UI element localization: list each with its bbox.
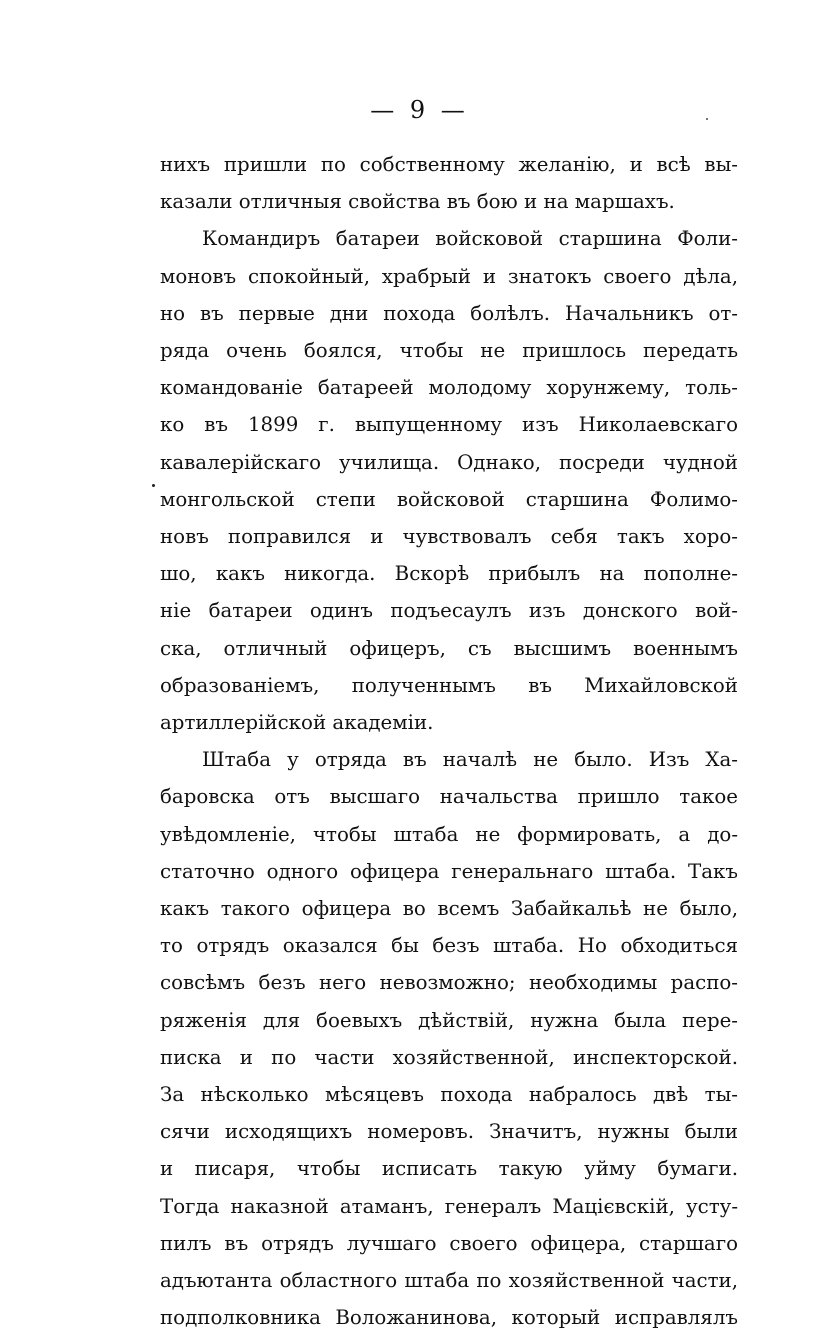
- text-line: командованіе батареей молодому хорунжему, толь-: [160, 376, 738, 400]
- margin-dot: [152, 484, 155, 487]
- text-line: но въ первые дни похода болѣлъ. Начальникъ от-: [160, 301, 738, 325]
- text-line: нихъ пришли по собственному желанію, и всѣ вы-: [160, 153, 738, 176]
- text-line: адъютанта областного штаба по хозяйственной части,: [160, 1269, 738, 1293]
- text-line: совсѣмъ безъ него невозможно; необходимы распо-: [160, 971, 738, 995]
- text-line: Тогда наказной атаманъ, генералъ Мацієвскій, усту-: [160, 1194, 738, 1218]
- text-line: казали отличныя свойства въ бою и на маршахъ.: [160, 190, 675, 214]
- text-line: увѣдомленіе, чтобы штаба не формировать, а до-: [160, 822, 738, 846]
- body-text: [160, 146, 738, 1337]
- text-line: шо, какъ никогда. Вскорѣ прибылъ на пополне-: [160, 562, 738, 586]
- text-line: баровска отъ высшаго начальства пришло такое: [160, 785, 738, 809]
- text-line: статочно одного офицера генеральнаго штаба. Такъ: [160, 859, 738, 883]
- text-line: Штаба у отряда въ началѣ не было. Изъ Ха-: [202, 748, 738, 772]
- text-line: За нѣсколько мѣсяцевъ похода набралось двѣ ты-: [160, 1083, 738, 1107]
- text-line: монгольской степи войсковой старшина Фолимо-: [160, 487, 738, 511]
- text-line: подполковника Воложанинова, который исправлялъ: [160, 1306, 738, 1330]
- text-line: новъ поправился и чувствовалъ себя такъ хоро-: [160, 525, 738, 549]
- text-line: ніе батареи одинъ подъесаулъ изъ донского вой-: [160, 599, 738, 623]
- text-line: кавалерійскаго училища. Однако, посреди чудной: [160, 450, 738, 474]
- text-line: образованіемъ, полученнымъ въ Михайловской: [160, 673, 738, 697]
- text-line: какъ такого офицера во всемъ Забайкальѣ не было,: [160, 897, 738, 921]
- page-number: — 9 —: [370, 96, 469, 124]
- text-line: ряда очень боялся, чтобы не пришлось передать: [160, 339, 738, 363]
- text-line: то отрядъ оказался бы безъ штаба. Но обходиться: [160, 934, 738, 958]
- text-line: ска, отличный офицеръ, съ высшимъ военнымъ: [160, 636, 738, 660]
- text-line: писка и по части хозяйственной, инспекторской.: [160, 1045, 738, 1069]
- text-line: Командиръ батареи войсковой старшина Фоли-: [202, 227, 738, 251]
- text-line: пилъ въ отрядъ лучшаго своего офицера, старшаго: [160, 1231, 738, 1255]
- text-line: моновъ спокойный, храбрый и знатокъ своего дѣла,: [160, 264, 738, 288]
- text-line: сячи исходящихъ номеровъ. Значитъ, нужны были: [160, 1120, 738, 1144]
- paper-speck: [706, 118, 708, 120]
- text-line: ко въ 1899 г. выпущенному изъ Николаевскаго: [160, 413, 738, 437]
- text-line: артиллерійской академіи.: [160, 711, 434, 735]
- text-line: ряженія для боевыхъ дѣйствій, нужна была пере-: [160, 1008, 738, 1032]
- text-line: и писаря, чтобы исписать такую уйму бумаги.: [160, 1157, 738, 1181]
